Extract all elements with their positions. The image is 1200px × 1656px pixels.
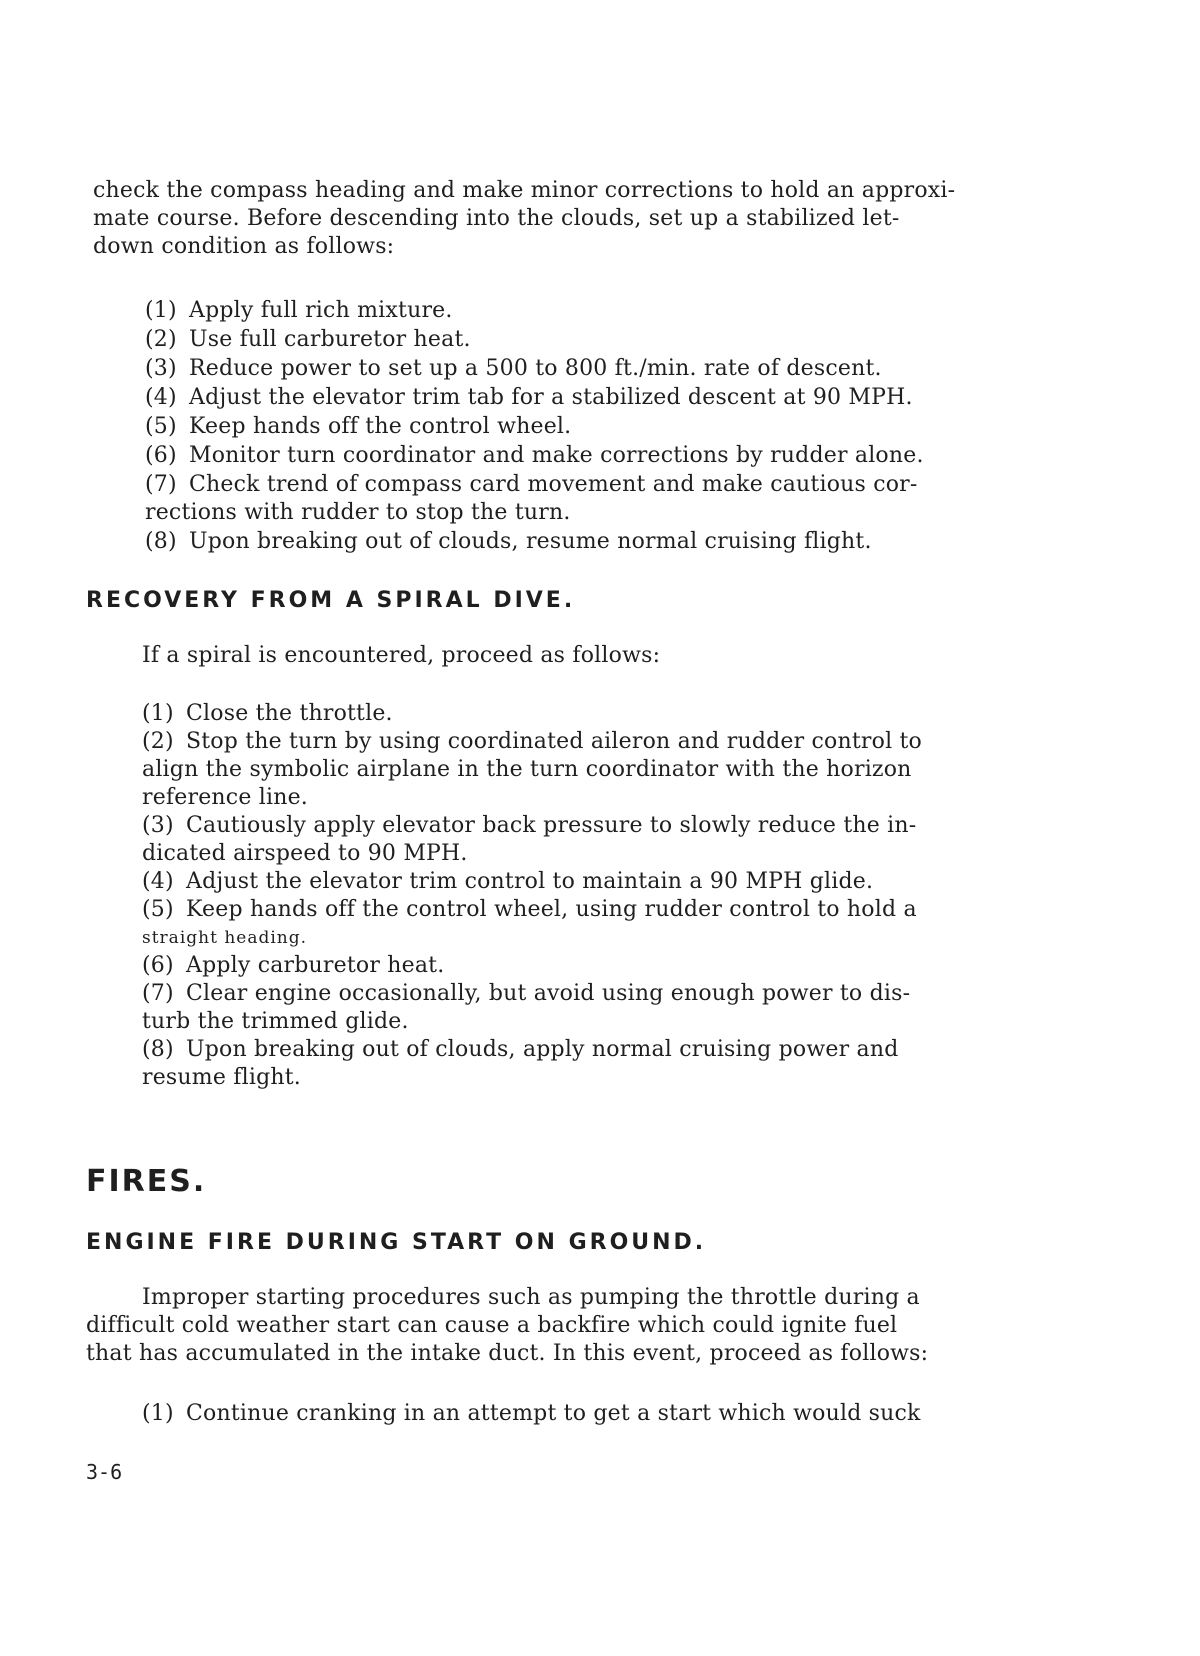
step-text: Upon breaking out of clouds, resume normal cruising flight. [189,529,872,554]
step-number: (8) [145,529,177,554]
step-text: Apply carburetor heat. [186,953,445,978]
step-text: Use full carburetor heat. [189,327,471,352]
list-item [142,812,1042,868]
step-number: (5) [145,414,177,439]
step-number: (6) [145,443,177,468]
list-item [142,1036,1042,1092]
step-text: Monitor turn coordinator and make corrections by rudder alone. [189,443,924,468]
step-text: Upon breaking out of clouds, apply normal cruising power and [186,1037,899,1062]
list-item [145,355,1045,383]
list-item [142,980,1042,1036]
step-line [142,952,1042,980]
step-line [142,1036,1042,1064]
intro-line: mate course. Before descending into the clouds, set up a stabilized let- [93,206,900,231]
step-continuation: reference line. [142,785,308,810]
engine-fire-heading: ENGINE FIRE DURING START ON GROUND. [86,1230,707,1255]
list-item [145,326,1045,354]
list-item [145,442,1045,470]
engine-fire-line: difficult cold weather start can cause a backfire which could ignite fuel [86,1313,898,1338]
step-text: Stop the turn by using coordinated aileron and rudder control to [186,729,922,754]
step-text: Apply full rich mixture. [189,298,453,323]
step-number: (5) [142,897,174,922]
fires-heading: FIRES. [86,1164,207,1199]
step-continuation: rections with rudder to stop the turn. [145,500,571,525]
spiral-intro: If a spiral is encountered, proceed as follows: [142,643,661,668]
step-continuation: dicated airspeed to 90 MPH. [142,841,468,866]
step-number: (1) [142,701,174,726]
step-line [145,384,1045,412]
intro-line: check the compass heading and make minor corrections to hold an approxi- [93,178,956,203]
list-item [145,471,1045,527]
list-item [142,728,1042,812]
step-continuation: straight heading. [142,928,308,948]
step-number: (1) [145,298,177,323]
intro-paragraph [93,177,1053,261]
step-line [145,355,1045,383]
page-number: 3-6 [86,1460,123,1484]
step-number: (3) [145,356,177,381]
step-number: (4) [145,385,177,410]
list-item [142,952,1042,980]
list-item [145,413,1045,441]
list-item [145,384,1045,412]
list-item [142,700,1042,728]
step-text: Continue cranking in an attempt to get a start which would suck [186,1401,921,1426]
step-number: (2) [145,327,177,352]
step-line [145,297,1045,325]
step-line [142,812,1042,840]
step-text: Adjust the elevator trim control to maintain a 90 MPH glide. [186,869,874,894]
list-item [142,896,1042,952]
step-text: Reduce power to set up a 500 to 800 ft./min. rate of descent. [189,356,882,381]
step-continuation: resume flight. [142,1065,301,1090]
step-number: (2) [142,729,174,754]
step-line [142,728,1042,756]
engine-fire-step [142,1400,921,1428]
step-text: Clear engine occasionally, but avoid using enough power to dis- [186,981,911,1006]
step-line [145,528,1045,556]
step-continuation: align the symbolic airplane in the turn coordinator with the horizon [142,757,912,782]
engine-fire-line: that has accumulated in the intake duct. In this event, proceed as follows: [86,1341,929,1366]
step-text: Adjust the elevator trim tab for a stabilized descent at 90 MPH. [189,385,913,410]
step-number: (3) [142,813,174,838]
step-number: (1) [142,1401,174,1426]
list-item [142,868,1042,896]
step-line [142,868,1042,896]
step-line [145,442,1045,470]
step-number: (7) [142,981,174,1006]
step-number: (6) [142,953,174,978]
step-line [142,980,1042,1008]
step-line [142,896,1042,924]
engine-fire-line: Improper starting procedures such as pumping the throttle during a [142,1285,920,1310]
engine-fire-paragraph [86,1284,1086,1368]
spiral-dive-heading: RECOVERY FROM A SPIRAL DIVE. [86,588,576,613]
step-number: (8) [142,1037,174,1062]
step-line [145,326,1045,354]
step-text: Keep hands off the control wheel. [189,414,572,439]
list-item [145,297,1045,325]
step-text: Check trend of compass card movement and make cautious cor- [189,472,918,497]
step-line [145,413,1045,441]
step-number: (4) [142,869,174,894]
list-item [145,528,1045,556]
step-continuation: turb the trimmed glide. [142,1009,409,1034]
step-line [145,471,1045,499]
step-text: Cautiously apply elevator back pressure to slowly reduce the in- [186,813,917,838]
step-text: Keep hands off the control wheel, using rudder control to hold a [186,897,917,922]
step-text: Close the throttle. [186,701,393,726]
letdown-steps-list [145,297,1045,557]
step-line [142,700,1042,728]
step-number: (7) [145,472,177,497]
spiral-steps-list [142,700,1042,1092]
intro-line: down condition as follows: [93,234,395,259]
